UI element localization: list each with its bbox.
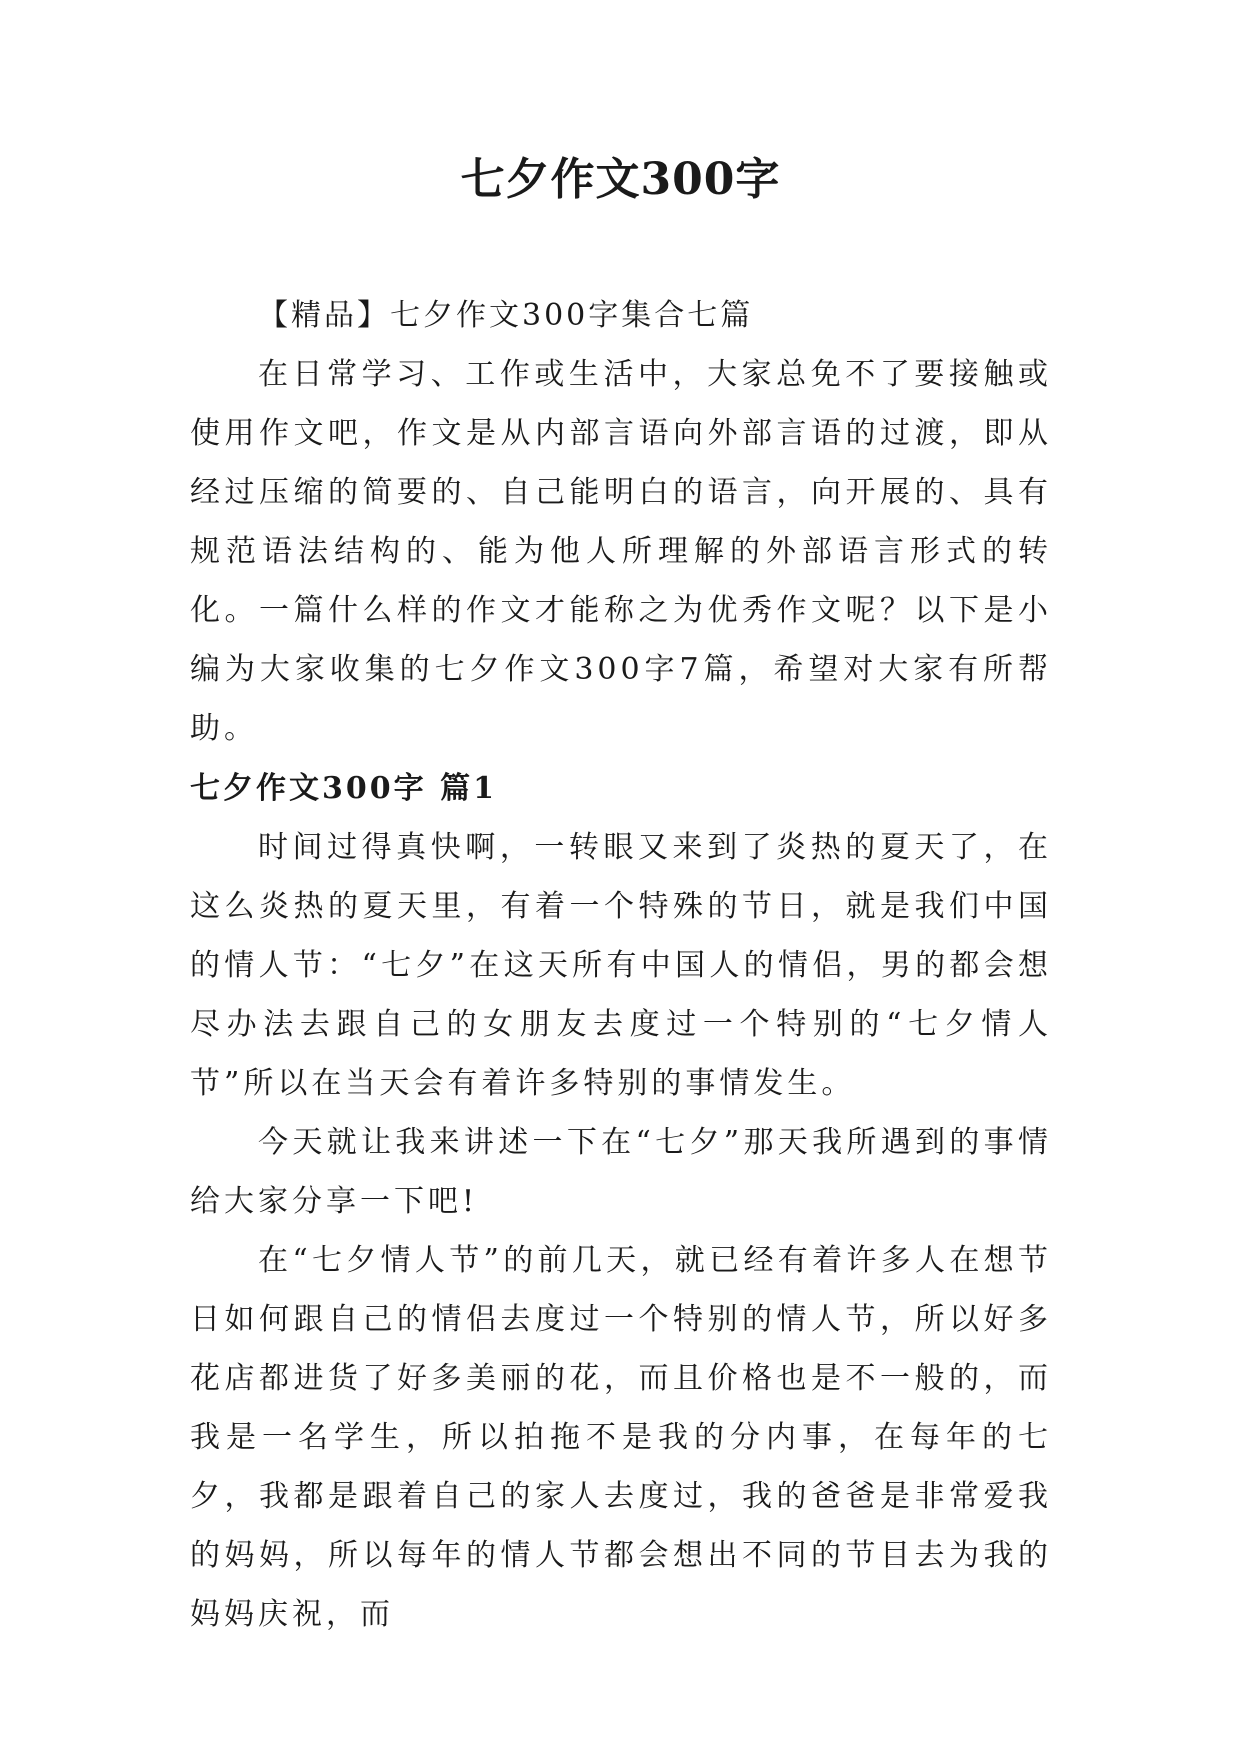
document-title: 七夕作文300字 xyxy=(460,154,781,205)
intro-paragraph: 在日常学习、工作或生活中，大家总免不了要接触或使用作文吧，作文是从内部言语向外部言语的过渡，即从经过压缩的简要的、自己能明白的语言，向开展的、具有规范语法结构的、能为他人所理解的外部语言形式的转化。一篇什么样的作文才能称之为优秀作文呢？以下是小编为大家收集的七夕作文300字7篇，希望对大家有所帮助。 xyxy=(190,357,1052,746)
section-paragraph: 在“七夕情人节”的前几天，就已经有着许多人在想节日如何跟自己的情侣去度过一个特别的情人节，所以好多花店都进货了好多美丽的花，而且价格也是不一般的，而我是一名学生，所以拍拖不是我的分内事，在每年的七夕，我都是跟着自己的家人去度过，我的爸爸是非常爱我的妈妈，所以每年的情人节都会想出不同的节目去为我的妈妈庆祝，而 xyxy=(190,1243,1052,1632)
section-heading: 七夕作文300字 篇1 xyxy=(190,771,497,806)
document-subtitle: 【精品】七夕作文300字集合七篇 xyxy=(258,298,754,333)
section-paragraph: 时间过得真快啊，一转眼又来到了炎热的夏天了，在这么炎热的夏天里，有着一个特殊的节日，就是我们中国的情人节：“七夕”在这天所有中国人的情侣，男的都会想尽办法去跟自己的女朋友去度过一个特别的“七夕情人节”所以在当天会有着许多特别的事情发生。 xyxy=(190,830,1052,1101)
section-body xyxy=(190,818,1052,1644)
section-paragraph: 今天就让我来讲述一下在“七夕”那天我所遇到的事情给大家分享一下吧! xyxy=(190,1125,1052,1219)
